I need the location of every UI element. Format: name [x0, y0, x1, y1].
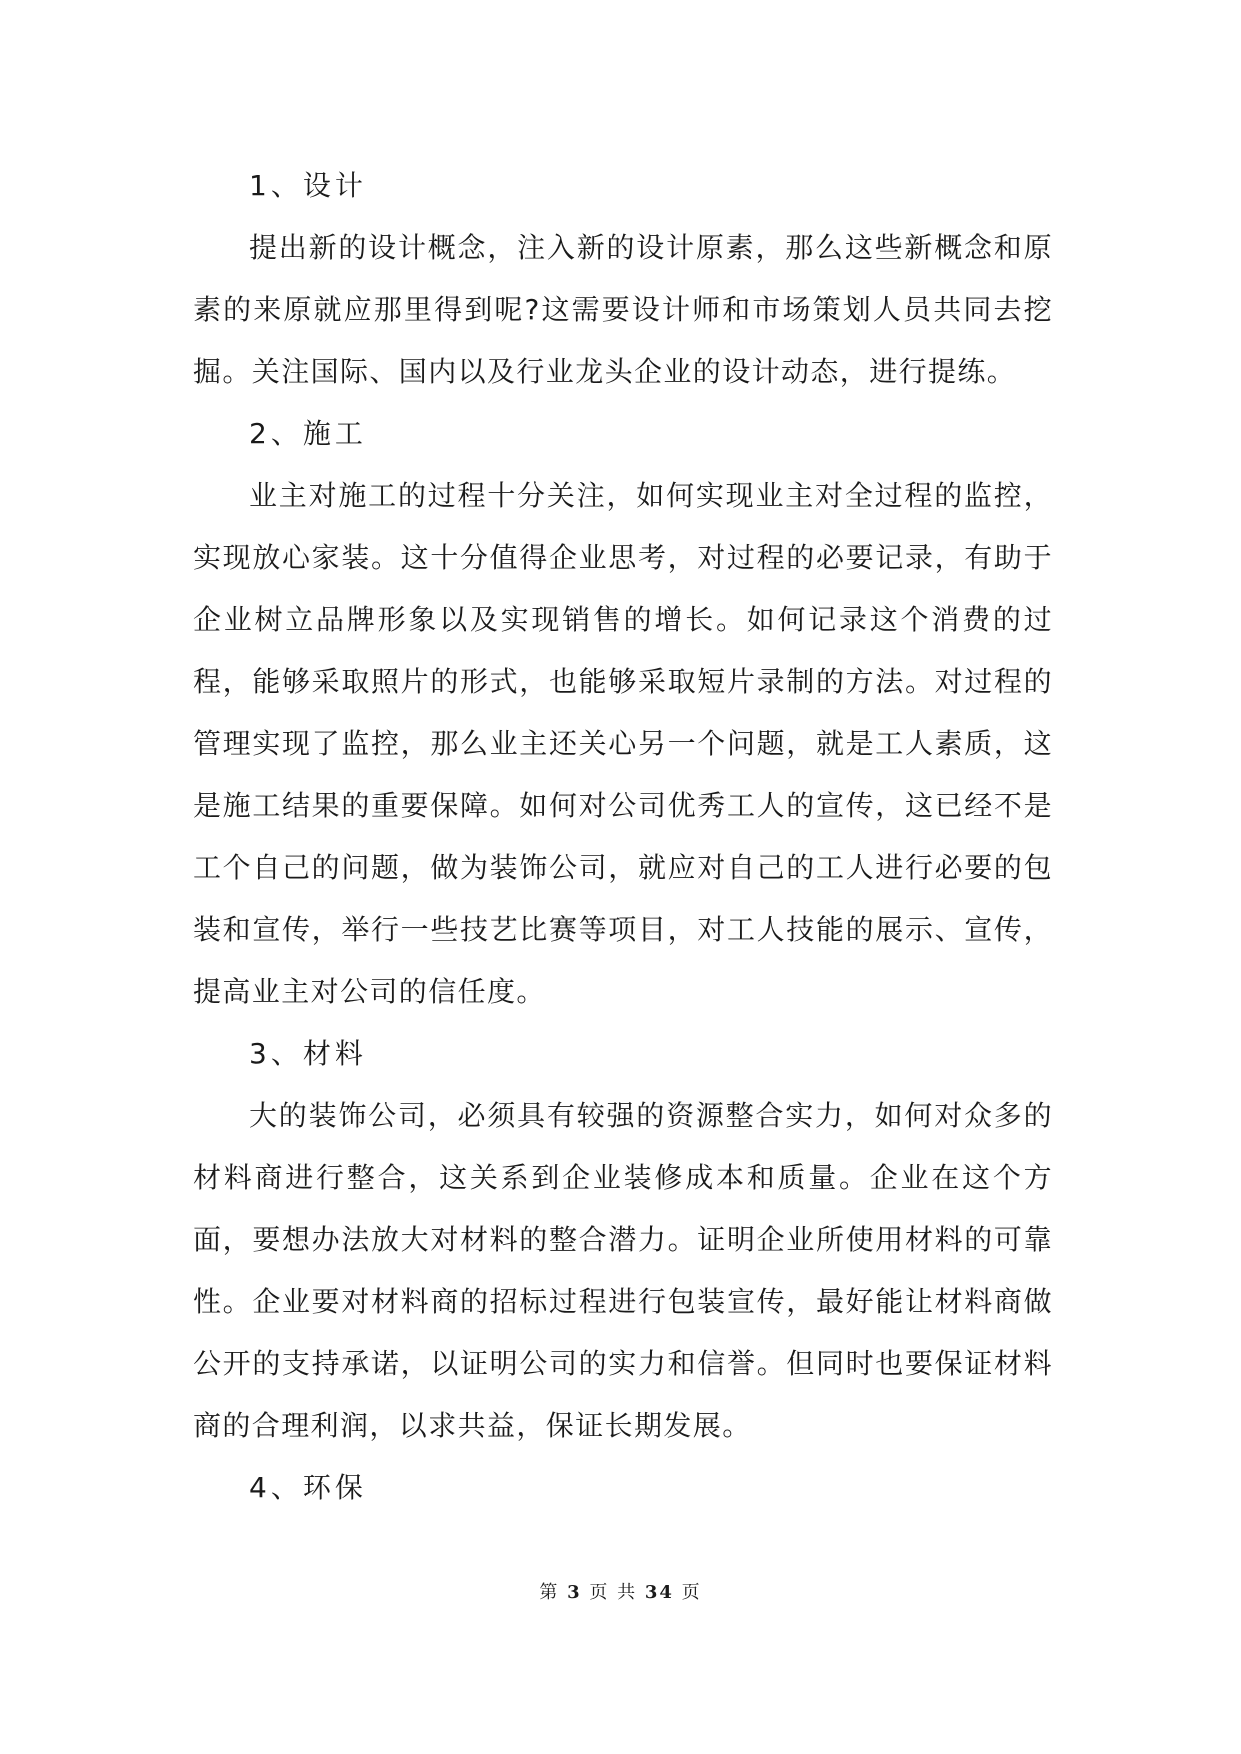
section-heading-environment: 4、环保 — [249, 1471, 367, 1504]
section-paragraph-construction: 业主对施工的过程十分关注，如何实现业主对全过程的监控，实现放心家装。这十分值得企业思考，对过程的必要记录，有助于企业树立品牌形象以及实现销售的增长。如何记录这个消费的过程，能够采取照片的形式，也能够采取短片录制的方法。对过程的管理实现了监控，那么业主还关心另一个问题，就是工人素质，这是施工结果的重要保障。如何对公司优秀工人的宣传，这已经不是工个自己的问题，做为装饰公司，就应对自己的工人进行必要的包装和宣传，举行一些技艺比赛等项目，对工人技能的展示、宣传，提高业主对公司的信任度。 — [193, 479, 1053, 1008]
section-heading-construction: 2、施工 — [249, 417, 367, 450]
footer-middle: 页 共 — [589, 1582, 638, 1603]
footer-suffix: 页 — [681, 1582, 702, 1603]
page-content — [193, 155, 1053, 1519]
footer-prefix: 第 — [539, 1582, 560, 1603]
page-footer — [0, 1578, 1241, 1604]
section-paragraph-materials: 大的装饰公司，必须具有较强的资源整合实力，如何对众多的材料商进行整合，这关系到企业装修成本和质量。企业在这个方面，要想办法放大对材料的整合潜力。证明企业所使用材料的可靠性。企业要对材料商的招标过程进行包装宣传，最好能让材料商做公开的支持承诺，以证明公司的实力和信誉。但同时也要保证材料商的合理利润，以求共益，保证长期发展。 — [193, 1099, 1053, 1442]
section-heading-design: 1、设计 — [249, 169, 367, 202]
footer-current-page: 3 — [567, 1582, 582, 1603]
section-paragraph-design: 提出新的设计概念，注入新的设计原素，那么这些新概念和原素的来原就应那里得到呢?这需要设计师和市场策划人员共同去挖掘。关注国际、国内以及行业龙头企业的设计动态，进行提练。 — [193, 231, 1053, 388]
footer-total-pages: 34 — [644, 1582, 674, 1603]
section-heading-materials: 3、材料 — [249, 1037, 367, 1070]
